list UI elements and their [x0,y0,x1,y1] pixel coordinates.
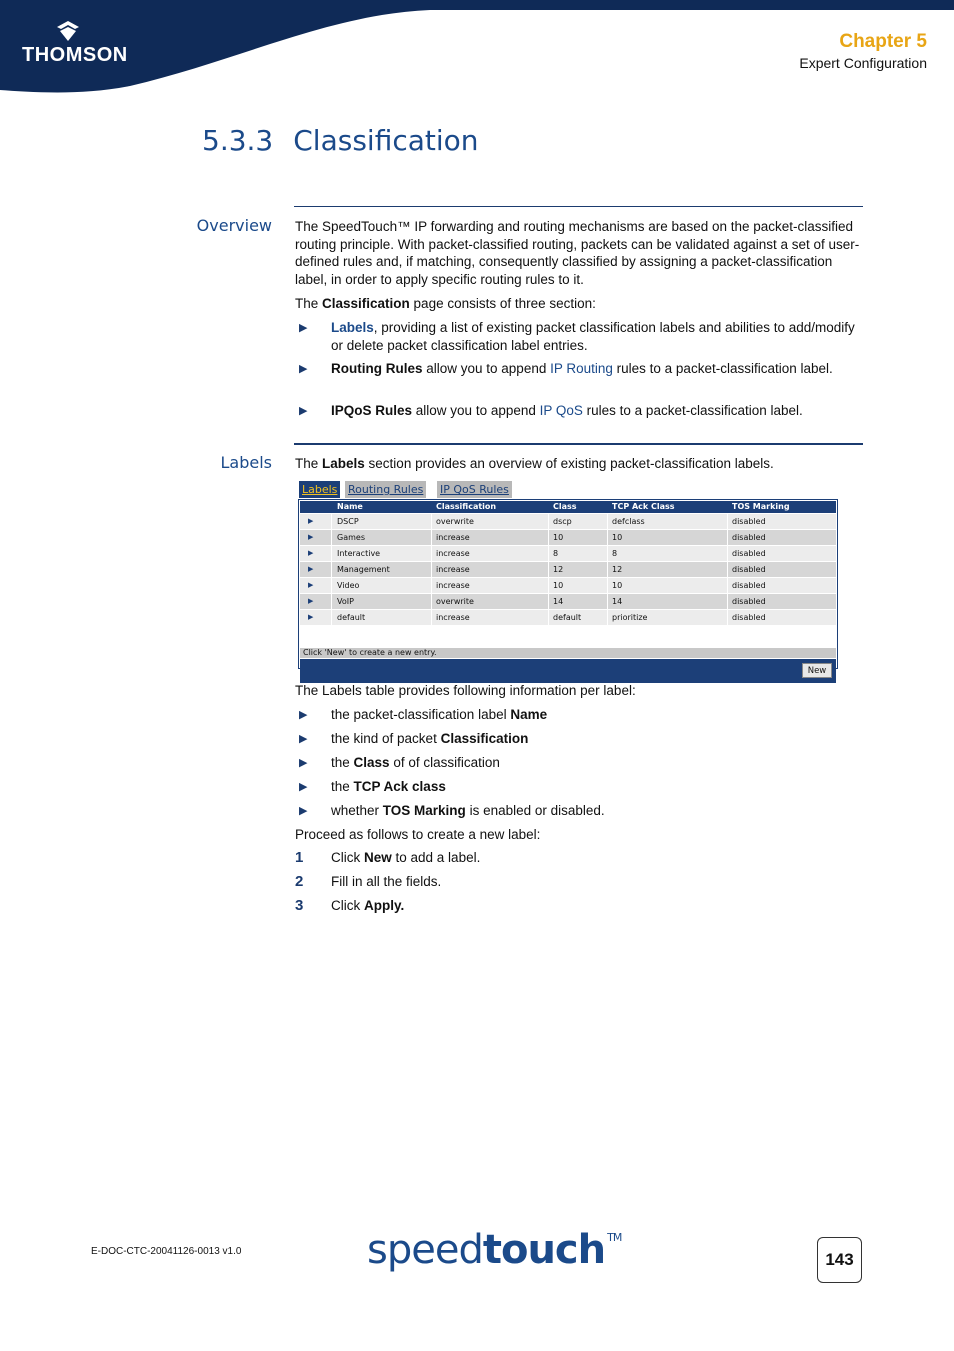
new-entry-hint: Click 'New' to create a new entry. [300,648,836,658]
overview-heading: Overview [196,216,272,235]
tab-routing-rules[interactable]: Routing Rules [345,481,426,498]
bullet-arrow-icon: ▶ [299,709,308,721]
table-row[interactable]: ▶ VoIP overwrite 14 14 disabled [300,594,836,610]
speedtouch-logo: speedtouch ™ [367,1227,622,1273]
step-number: 2 [295,873,304,890]
table-row[interactable]: ▶ Video increase 10 10 disabled [300,578,836,594]
proceed-text: Proceed as follows to create a new label: [295,827,541,842]
table-header [300,501,836,513]
thomson-logo-text: THOMSON [22,44,128,66]
row-expand-icon[interactable]: ▶ [308,597,314,605]
table-footer-bar [300,659,836,683]
chapter-subtitle: Expert Configuration [799,55,927,71]
chapter-label: Chapter 5 [839,31,927,52]
column-header-classification: Classification [436,502,497,511]
overview-paragraph-2: The Classification page consists of three section: [295,296,596,311]
row-expand-icon[interactable]: ▶ [308,517,314,525]
section-divider [294,443,863,445]
labels-screenshot [298,481,838,676]
column-header-tos-marking: TOS Marking [732,502,790,511]
column-header-class: Class [553,502,577,511]
row-expand-icon[interactable]: ▶ [308,613,314,621]
bullet-arrow-icon: ▶ [299,363,308,375]
table-row[interactable]: ▶ Interactive increase 8 8 disabled [300,546,836,562]
bullet-arrow-icon: ▶ [299,322,308,334]
bullet-arrow-icon: ▶ [299,733,308,745]
section-title [202,124,479,157]
page-number: 143 [817,1237,862,1283]
bullet-arrow-icon: ▶ [299,805,308,817]
column-header-name: Name [337,502,363,511]
labels-heading: Labels [220,453,272,472]
section-divider [294,206,863,207]
table-row[interactable]: ▶ DSCP overwrite dscp defclass disabled [300,514,836,530]
thomson-logo-icon [57,21,79,41]
bullet-arrow-icon: ▶ [299,405,308,417]
labels-link[interactable]: Labels [331,320,374,335]
bullet-arrow-icon: ▶ [299,781,308,793]
row-expand-icon[interactable]: ▶ [308,533,314,541]
new-button[interactable]: New [802,663,832,678]
ip-qos-link[interactable]: IP QoS [539,403,583,418]
document-id: E-DOC-CTC-20041126-0013 v1.0 [91,1246,242,1257]
header-band [0,0,954,100]
overview-paragraph: The SpeedTouch™ IP forwarding and routing mechanisms are based on the packet-classified routing principle. With packet-classified routing, packets can be validated against a set of user-defined rules and, if matching, consequently classified by assigning a packet-classification label, in order to apply specific routing rules to it. [295,219,860,287]
tab-ip-qos-rules[interactable]: IP QoS Rules [437,481,512,498]
table-row[interactable]: ▶ Management increase 12 12 disabled [300,562,836,578]
step-number: 1 [295,849,304,866]
labels-table [298,499,838,676]
tab-labels[interactable]: Labels [299,481,340,498]
column-divider [431,513,432,647]
column-divider [548,513,549,647]
column-header-tcp-ack-class: TCP Ack Class [612,502,675,511]
table-intro: The Labels table provides following information per label: [295,683,636,698]
row-expand-icon[interactable]: ▶ [308,549,314,557]
table-row[interactable]: ▶ default increase default prioritize disabled [300,610,836,626]
bullet-arrow-icon: ▶ [299,757,308,769]
ip-routing-link[interactable]: IP Routing [550,361,613,376]
labels-intro: The Labels section provides an overview of existing packet-classification labels. [295,456,774,471]
row-expand-icon[interactable]: ▶ [308,581,314,589]
step-number: 3 [295,897,304,914]
row-expand-icon[interactable]: ▶ [308,565,314,573]
column-divider [331,513,332,647]
table-row[interactable]: ▶ Games increase 10 10 disabled [300,530,836,546]
column-divider [607,513,608,647]
column-divider [727,513,728,647]
section-title-text: Classification [293,124,479,157]
section-number: 5.3.3 [202,124,274,157]
